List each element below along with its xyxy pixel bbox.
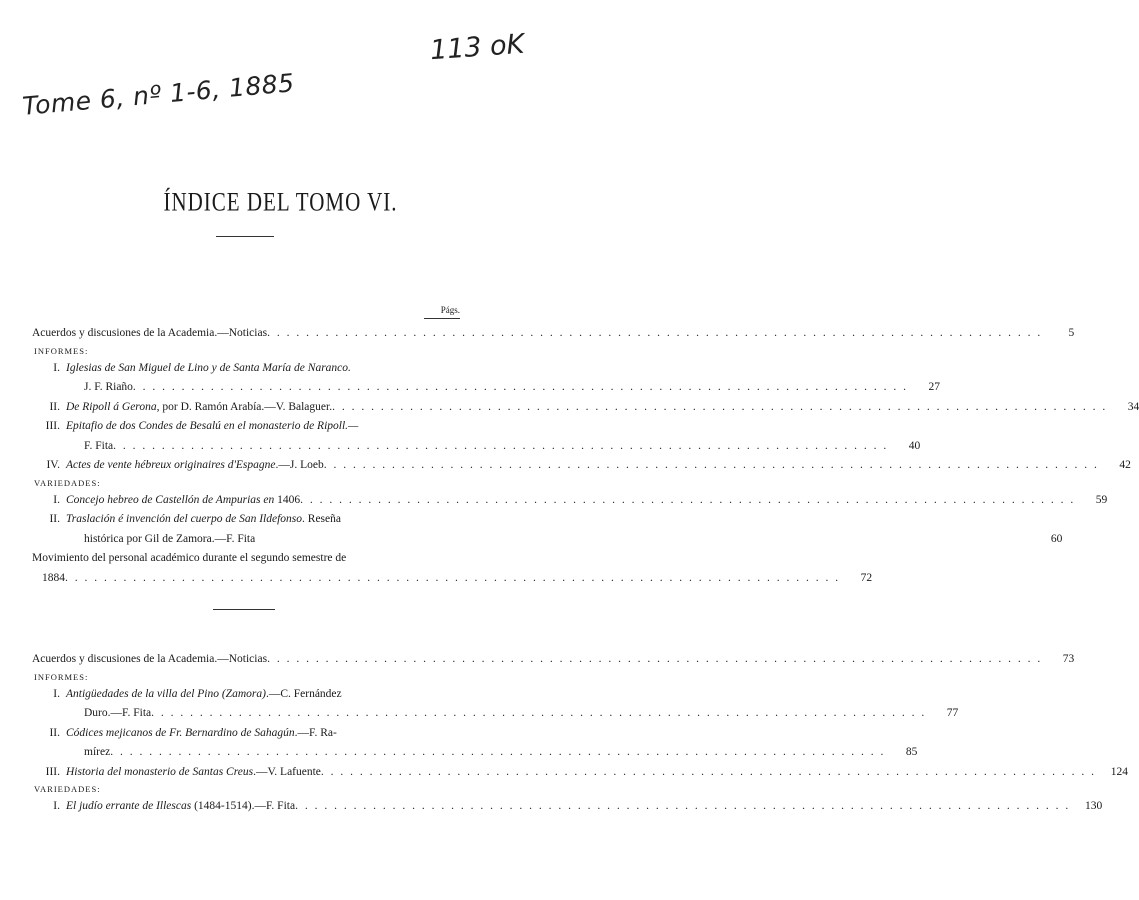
page-title: ÍNDICE DEL TOMO VI. (163, 186, 398, 217)
index-entry: II. Códices mejicanos de Fr. Bernardino de Sahagún.—F. Ra- (49, 726, 337, 739)
index-entry-continuation: Duro.—F. Fita . . . 77 (32, 704, 457, 724)
index-entry-continuation: 1884 . . . 72 (32, 569, 457, 589)
index-entry-continuation: F. Fita . . . 40 (32, 437, 457, 457)
handwritten-note-volume: Tome 6, nº 1-6, 1885 (21, 68, 296, 121)
page-number: 40 (908, 439, 921, 452)
page-number: 124 (1110, 765, 1129, 778)
index-entry: III. Historia del monasterio de Santas Creus.—V. Lafuente . . . 124 (32, 763, 457, 783)
page-number: 5 (1068, 327, 1075, 339)
index-section-1 (32, 324, 1139, 588)
section-heading-informes: INFORMES: (34, 671, 89, 682)
index-entry: I. Iglesias de San Miguel de Lino y de Santa María de Naranco. (53, 361, 351, 374)
page-number: 72 (860, 571, 873, 584)
title-divider (216, 236, 274, 237)
page-number: 85 (905, 746, 918, 758)
page-number: 27 (928, 381, 941, 393)
index-entry: II. Traslación é invención del cuerpo de San Ildefonso. Reseña (49, 513, 341, 525)
section-heading-variedades: VARIEDADES: (34, 784, 101, 794)
pages-label-underline (424, 318, 460, 319)
index-entry: III. Epitafio de dos Condes de Besalú en el monasterio de Ripoll.— (45, 420, 359, 432)
index-entry: I. Antigüedades de la villa del Pino (Zamora).—C. Fernández (53, 687, 342, 700)
index-entry: IV. Actes de vente hébreux originaires d'Espagne.—J. Loeb . . . 42 (32, 456, 457, 476)
page-number: 42 (1119, 459, 1131, 471)
index-entry: Acuerdos y discusiones de la Academia.—Noticias . . . 73 (32, 650, 457, 670)
section-divider (213, 609, 275, 610)
handwritten-note-top: 113 oK (429, 28, 526, 67)
index-entry: I. Concejo hebreo de Castellón de Ampurias en 1406 . . . 59 (32, 491, 457, 511)
page-number: 130 (1084, 800, 1103, 812)
index-entry-continuation: mírez . . . 85 (32, 743, 457, 763)
section-heading-informes: INFORMES: (34, 345, 89, 356)
section-heading-variedades: VARIEDADES: (34, 477, 101, 488)
page-number: 60 (1050, 532, 1063, 545)
index-entry-continuation: J. F. Riaño . . . 27 (32, 378, 457, 398)
page-number: 73 (1062, 653, 1075, 665)
index-entry: I. El judío errante de Illescas (1484-1514).—F. Fita . . . 130 (32, 797, 457, 817)
page-number: 77 (946, 707, 959, 719)
index-section-2 (32, 650, 1129, 817)
page-number: 59 (1095, 493, 1108, 506)
pages-column-label: Págs. (440, 305, 460, 315)
page-number: 34 (1127, 400, 1139, 413)
index-entry: II. De Ripoll á Gerona, por D. Ramón Arabía.—V. Balaguer. . . . 34 (32, 398, 457, 418)
index-entry: Movimiento del personal académico durante el segundo semestre de (32, 552, 347, 564)
index-entry: Acuerdos y discusiones de la Academia.—Noticias . . . 5 (32, 324, 457, 344)
index-entry-continuation: histórica por Gil de Zamora.—F. Fita 60 (32, 530, 457, 550)
